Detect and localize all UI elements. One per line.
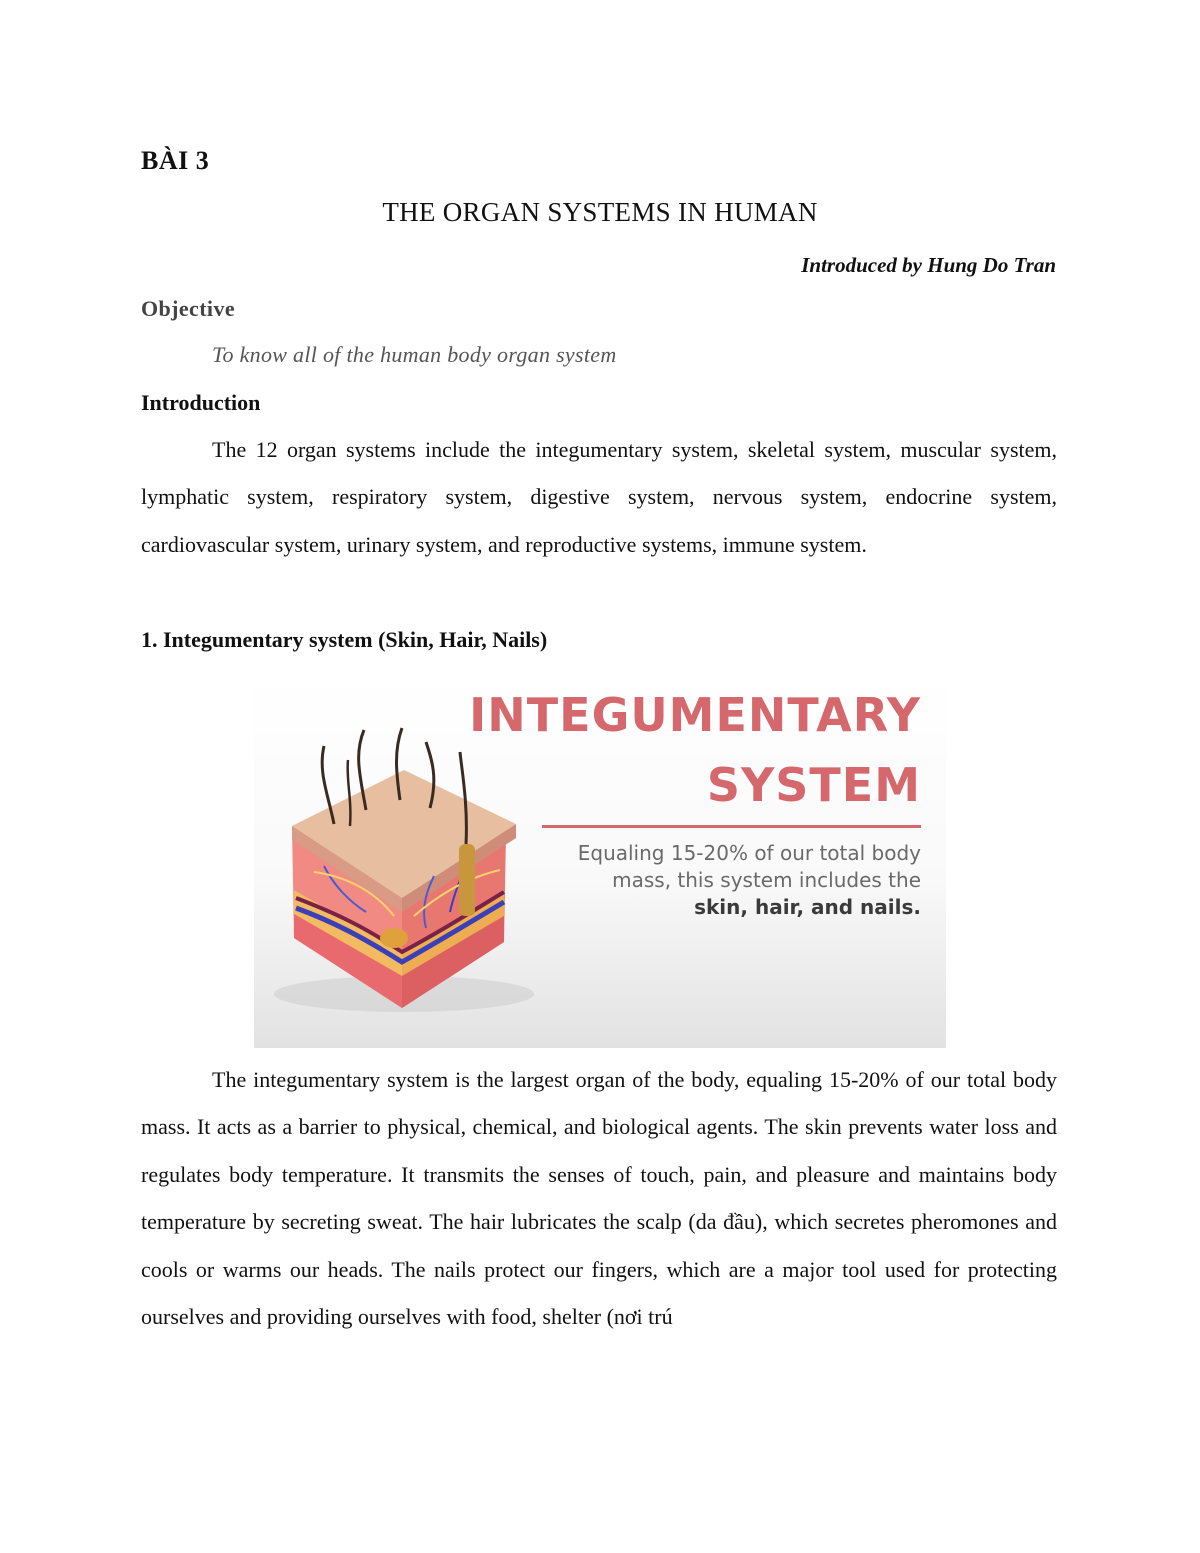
figure-caption	[521, 840, 921, 921]
figure-title-line1: INTEGUMENTARY	[469, 688, 921, 742]
objective-text: To know all of the human body organ system	[212, 342, 617, 367]
section-heading-integumentary: 1. Integumentary system (Skin, Hair, Nails)	[141, 627, 548, 652]
introduction-heading: Introduction	[141, 390, 261, 415]
figure-divider	[542, 825, 921, 828]
figure-title-line2: SYSTEM	[706, 758, 921, 812]
figure-caption-emphasis: skin, hair, and nails.	[694, 895, 921, 919]
lesson-label: BÀI 3	[141, 146, 210, 175]
author-line: Introduced by Hung Do Tran	[801, 253, 1056, 277]
objective-heading: Objective	[141, 296, 236, 321]
figure-caption-text: Equaling 15-20% of our total body mass, this system includes the	[577, 841, 921, 892]
page-title: THE ORGAN SYSTEMS IN HUMAN	[382, 197, 818, 227]
introduction-paragraph: The 12 organ systems include the integumentary system, skeletal system, muscular system, lymphatic system, respiratory system, digestive system, nervous system, endocrine system, cardiovascular system, urinary system, and reproductive systems, immune system.	[141, 437, 1057, 557]
integumentary-figure	[254, 676, 946, 1048]
integumentary-paragraph: The integumentary system is the largest organ of the body, equaling 15-20% of our total body mass. It acts as a barrier to physical, chemical, and biological agents. The skin prevents water loss and regulates body temperature. It transmits the senses of touch, pain, and pleasure and maintains body temperature by secreting sweat. The hair lubricates the scalp (da đầu), which secretes pheromones and cools or warms our heads. The nails protect our fingers, which are a major tool used for protecting ourselves and providing ourselves with food, shelter (nơi trú	[141, 1067, 1057, 1330]
